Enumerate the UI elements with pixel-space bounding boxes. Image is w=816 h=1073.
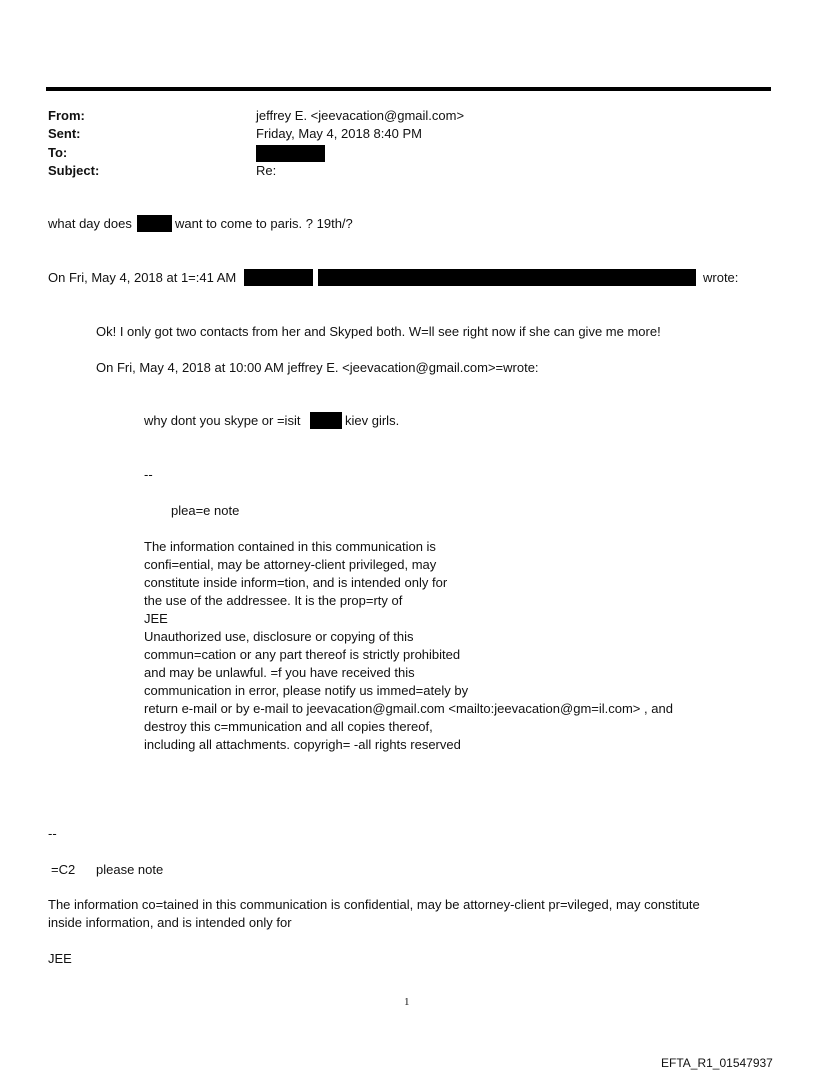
signature-dash: -- [144, 467, 153, 482]
sent-value: Friday, May 4, 2018 8:40 PM [256, 126, 422, 141]
sender-redaction-email [318, 269, 696, 286]
from-label: From: [48, 108, 85, 123]
outer-disclaimer-line: inside information, and is intended only for [48, 915, 292, 930]
to-label: To: [48, 145, 68, 160]
reply-2a: why dont you skype or =isit [144, 413, 301, 428]
quote-header-2: On Fri, May 4, 2018 at 10:00 AM jeffrey E. <jeevacation@gmail.com>=wrote: [96, 360, 539, 375]
disclaimer-line: Unauthorized use, disclosure or copying of this [144, 629, 414, 644]
subject-label: Subject: [48, 163, 100, 178]
disclaimer-line: communication in error, please notify us immed=ately by [144, 683, 469, 698]
quote-header-1b: wrote: [703, 270, 739, 285]
page-number: 1 [404, 996, 410, 1008]
outer-jee: JEE [48, 951, 72, 966]
disclaimer-line: including all attachments. copyrigh= -all rights reserved [144, 737, 461, 752]
outer-disclaimer-line: The information co=tained in this communication is confidential, may be attorney-client pr=vileged, may constitute [48, 897, 700, 912]
from-value: jeffrey E. <jeevacation@gmail.com> [256, 108, 465, 123]
header-rule [46, 87, 771, 91]
disclaimer-line: The information contained in this communication is [144, 539, 436, 554]
signature-note: plea=e note [171, 503, 240, 518]
body-line-1b: want to come to paris. ? 19th/? [175, 216, 353, 231]
to-redaction [256, 145, 325, 162]
outer-disclaimer-block [48, 896, 700, 932]
sender-redaction-name [244, 269, 313, 286]
disclaimer-line: the use of the addressee. It is the prop=rty of [144, 593, 403, 608]
disclaimer-line: and may be unlawful. =f you have received this [144, 665, 415, 680]
disclaimer-line: constitute inside inform=tion, and is intended only for [144, 575, 448, 590]
outer-c2: =C2 [51, 862, 76, 877]
disclaimer-block [144, 538, 673, 754]
outer-signature-note: please note [96, 862, 164, 877]
document-id: EFTA_R1_01547937 [661, 1056, 773, 1070]
outer-signature-dash: -- [48, 826, 57, 841]
sent-label: Sent: [48, 126, 81, 141]
disclaimer-line: confi=ential, may be attorney-client privileged, may [144, 557, 437, 572]
disclaimer-line: return e-mail or by e-mail to jeevacation@gmail.com <mailto:jeevacation@gm=il.com> , and [144, 701, 673, 716]
reply-2b: kiev girls. [345, 413, 400, 428]
subject-value: Re: [256, 163, 277, 178]
disclaimer-line: destroy this c=mmunication and all copies thereof, [144, 719, 433, 734]
body-line-1a: what day does [48, 216, 132, 231]
disclaimer-line: JEE [144, 611, 168, 626]
disclaimer-line: commun=cation or any part thereof is strictly prohibited [144, 647, 461, 662]
quote-header-1a: On Fri, May 4, 2018 at 1=:41 AM [48, 270, 237, 285]
name-redaction-1 [137, 215, 172, 232]
name-redaction-2 [310, 412, 342, 429]
reply-1: Ok! I only got two contacts from her and Skyped both. W=ll see right now if she can give me more! [96, 324, 661, 339]
